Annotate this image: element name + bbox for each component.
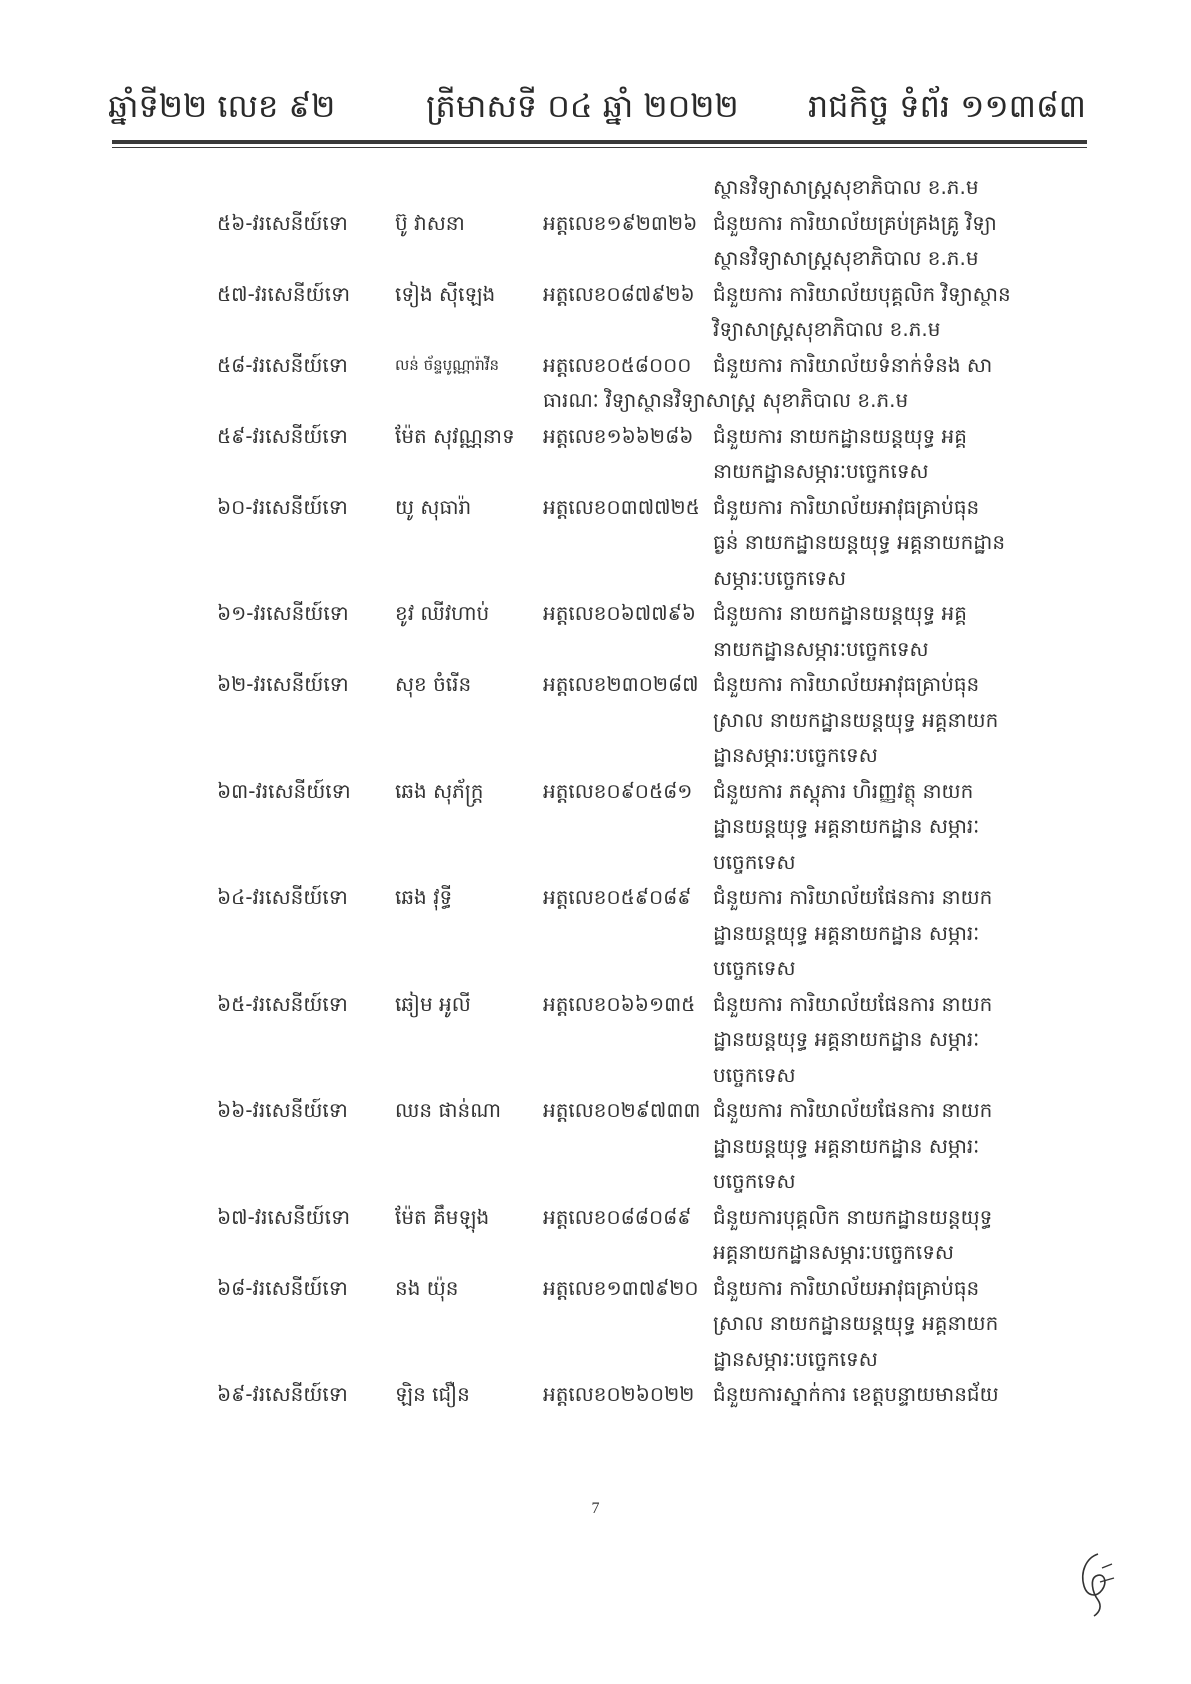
entry-continuation-line [0, 383, 1191, 419]
position-continuation: ដ្ឋានយន្តយុទ្ធ អគ្គនាយកដ្ឋាន សម្ភារៈ [713, 920, 980, 945]
entry-continuation-line [0, 454, 1191, 490]
officer-position: ជំនួយការ នាយកដ្ឋានយន្តយុទ្ធ អគ្គ [713, 423, 967, 448]
officer-name: ឆេង វុទ្ធី [395, 885, 453, 909]
entry-continuation-line [0, 1306, 1191, 1342]
officer-position: ជំនួយការ ការិយាល័យអាវុធគ្រាប់ធុន [713, 494, 980, 519]
position-continuation: ធារណៈ វិទ្យាស្ថានវិទ្យាសាស្ត្រ សុខាភិបាល ខ.ភ.ម [543, 388, 909, 412]
entry-continuation-line [0, 1058, 1191, 1094]
officer-id-number: អត្តលេខ០៩០៥៨១ [543, 778, 693, 803]
position-continuation: ស្ថានវិទ្យាសាស្ត្រសុខាភិបាល ខ.ភ.ម [713, 246, 979, 270]
officer-rank: ៦០-វរសេនីយ៍ទោ [217, 494, 348, 519]
officer-position: ជំនួយការ ការិយាល័យផែនការ នាយក [713, 991, 993, 1016]
header-quarter: ត្រីមាសទី ០៤ ឆ្នាំ ២០២២ [426, 87, 739, 125]
position-continuation: ធ្ងន់ នាយកដ្ឋានយន្តយុទ្ធ អគ្គនាយកដ្ឋាន [713, 530, 1006, 554]
officer-rank: ៦៨-វរសេនីយ៍ទោ [217, 1275, 348, 1300]
entry-continuation-line [0, 916, 1191, 952]
signature-mark [1072, 1548, 1118, 1620]
officer-position: ជំនួយការបុគ្គលិក នាយកដ្ឋានយន្តយុទ្ធ [713, 1204, 993, 1229]
entry-continuation-line [0, 1164, 1191, 1200]
page-number: 7 [591, 1500, 600, 1517]
officer-name: សុខ ចំរើន [395, 672, 472, 696]
position-continuation: ដ្ឋានសម្ភារៈបច្ចេកទេស [713, 743, 878, 767]
entry-continuation-line [0, 738, 1191, 774]
officer-rank: ៦៣-វរសេនីយ៍ទោ [217, 778, 351, 803]
entry-continuation-line [0, 525, 1191, 561]
officer-rank: ៥៦-វរសេនីយ៍ទោ [217, 210, 348, 235]
entry-continuation-line [0, 1235, 1191, 1271]
officer-entry [0, 1200, 1191, 1236]
officer-entry [0, 880, 1191, 916]
officer-id-number: អត្តលេខ១៩២៣២៦ [543, 210, 698, 235]
officer-id-number: អត្តលេខ០៨៧៩២៦ [543, 281, 695, 306]
officer-name: ម៉ែត សុវណ្ណនាទ [395, 423, 515, 448]
officer-rank: ៦២-វរសេនីយ៍ទោ [217, 672, 349, 696]
position-continuation: ស្រាល នាយកដ្ឋានយន្តយុទ្ធ អគ្គនាយក [713, 1311, 999, 1335]
officer-rank: ៦៧-វរសេនីយ៍ទោ [217, 1204, 350, 1229]
entry-continuation-line [0, 1022, 1191, 1058]
position-continuation: បច្ចេកទេស [713, 956, 796, 980]
officer-rank: ៥៩-វរសេនីយ៍ទោ [217, 423, 348, 448]
entry-continuation-line [0, 241, 1191, 277]
officer-rank: ៦៩-វរសេនីយ៍ទោ [217, 1382, 348, 1406]
position-continuation: ដ្ឋានយន្តយុទ្ធ អគ្គនាយកដ្ឋាន សម្ភារៈ [713, 1027, 980, 1051]
officer-name: ខូវ ឈីវហាប់ [395, 601, 490, 625]
officer-entry [0, 348, 1191, 384]
officer-position: ជំនួយការ ការិយាល័យទំនាក់ទំនង សា [713, 352, 993, 377]
officer-entry [0, 1093, 1191, 1129]
position-continuation: បច្ចេកទេស [713, 849, 796, 874]
officer-id-number: អត្តលេខ១៦៦២៨៦ [543, 423, 694, 448]
position-continuation: ស្រាល នាយកដ្ឋានយន្តយុទ្ធ អគ្គនាយក [713, 707, 999, 732]
officer-entry [0, 277, 1191, 313]
officer-name: ទៀង ស៊ីឡេង [395, 281, 496, 306]
officer-id-number: អត្តលេខ០២៦០២២ [543, 1382, 695, 1406]
officer-entry [0, 667, 1191, 703]
officer-entry [0, 987, 1191, 1023]
officer-name: ឡិន ជឿន [395, 1382, 470, 1406]
entry-continuation-line [0, 1129, 1191, 1165]
officer-name: លន់ ច័ន្ទបូណ្ណារ៉ាវីន [395, 355, 500, 374]
officer-position: ជំនួយការ ការិយាល័យផែនការ នាយក [713, 1098, 993, 1122]
position-continuation: បច្ចេកទេស [713, 1169, 796, 1193]
officer-position: ជំនួយការ ការិយាល័យអាវុធគ្រាប់ធុន [713, 1275, 980, 1300]
officer-id-number: អត្តលេខ២៣០២៨៧ [543, 672, 699, 696]
officer-id-number: អត្តលេខ០៨៨០៨៩ [543, 1204, 692, 1229]
officer-id-number: អត្តលេខ០២៩៧៣៣ [543, 1098, 701, 1122]
position-continuation: ដ្ឋានយន្តយុទ្ធ អគ្គនាយកដ្ឋាន សម្ភារៈ [713, 1133, 980, 1158]
officer-name: នង យ៉ុន [395, 1275, 459, 1300]
officer-name: យូ សុធារ៉ា [395, 494, 472, 519]
officer-position: ជំនួយការ ការិយាល័យបុគ្គលិក វិទ្យាស្ថាន [713, 281, 1011, 306]
entry-continuation-line [0, 703, 1191, 739]
header-rule-thick [112, 140, 1087, 144]
officer-rank: ៦៦-វរសេនីយ៍ទោ [217, 1098, 348, 1122]
header-issue: ឆ្នាំទី២២ លេខ ៩២ [108, 87, 336, 125]
officer-position: ជំនួយការ នាយកដ្ឋានយន្តយុទ្ធ អគ្គ [713, 601, 967, 625]
entry-continuation-line [0, 561, 1191, 597]
position-continuation: សម្ភារៈបច្ចេកទេស [713, 565, 847, 590]
officer-id-number: អត្តលេខ០៦៦១៣៥ [543, 991, 696, 1016]
page-header [108, 86, 1086, 142]
position-continuation: ដ្ឋានយន្តយុទ្ធ អគ្គនាយកដ្ឋាន សម្ភារៈ [713, 814, 980, 838]
officer-rank: ៦៤-វរសេនីយ៍ទោ [217, 885, 348, 909]
position-continuation: ស្ថានវិទ្យាសាស្ត្រសុខាភិបាល ខ.ភ.ម [713, 175, 979, 199]
officer-name: ម៉ែត គឹមឡុង [395, 1204, 490, 1229]
officer-name: ឆេង សុភ័ក្ត្រ [395, 778, 484, 803]
entry-continuation-line [0, 951, 1191, 987]
officer-id-number: អត្តលេខ០៦៧៧៩៦ [543, 601, 696, 625]
officer-rank: ៥៧-វរសេនីយ៍ទោ [217, 281, 350, 306]
officer-entry [0, 206, 1191, 242]
header-gazette-page: រាជកិច្ច ទំព័រ ១១៣៨៣ [807, 87, 1086, 125]
officer-id-number: អត្តលេខ០៥៩០៨៩ [543, 885, 692, 909]
officer-rank: ៦១-វរសេនីយ៍ទោ [217, 601, 349, 625]
officer-rank: ៥៨-វរសេនីយ៍ទោ [217, 352, 348, 377]
officer-id-number: អត្តលេខ០៣៧៧២៥ [543, 494, 700, 519]
entry-continuation-line [0, 845, 1191, 881]
officer-id-number: អត្តលេខ១៣៧៩២០ [543, 1275, 699, 1300]
position-continuation: បច្ចេកទេស [713, 1062, 796, 1087]
entry-continuation-line [0, 1342, 1191, 1378]
officer-entry [0, 774, 1191, 810]
officer-position: ជំនួយការ ការិយាល័យផែនការ នាយក [713, 885, 993, 909]
officer-position: ជំនួយការ ភស្តុភារ ហិរញ្ញវត្ថុ នាយក [713, 778, 974, 803]
officer-id-number: អត្តលេខ០៥៨០០០ [543, 352, 692, 377]
position-continuation: នាយកដ្ឋានសម្ភារៈបច្ចេកទេស [713, 459, 929, 483]
officer-list [0, 170, 1191, 1413]
officer-entry [0, 1271, 1191, 1307]
position-continuation: នាយកដ្ឋានសម្ភារៈបច្ចេកទេស [713, 636, 929, 661]
entry-continuation-line [0, 632, 1191, 668]
position-continuation: អគ្គនាយកដ្ឋានសម្ភារៈបច្ចេកទេស [713, 1240, 954, 1264]
officer-position: ជំនួយការ ការិយាល័យអាវុធគ្រាប់ធុន [713, 672, 980, 696]
entry-continuation-line [0, 170, 1191, 206]
entry-continuation-line [0, 809, 1191, 845]
header-rule-thin [112, 147, 1087, 148]
position-continuation: ដ្ឋានសម្ភារៈបច្ចេកទេស [713, 1346, 878, 1371]
officer-name: ឆៀម អូលី [395, 991, 471, 1016]
entry-continuation-line [0, 312, 1191, 348]
officer-position: ជំនួយការ ការិយាល័យគ្រប់គ្រងគ្រូ វិទ្យា [713, 210, 997, 235]
officer-rank: ៦៥-វរសេនីយ៍ទោ [217, 991, 348, 1016]
position-continuation: វិទ្យាសាស្ត្រសុខាភិបាល ខ.ភ.ម [713, 317, 941, 341]
officer-name: ឈន ផាន់ណា [395, 1098, 501, 1122]
officer-entry [0, 490, 1191, 526]
officer-position: ជំនួយការស្នាក់ការ ខេត្តបន្ទាយមានជ័យ [713, 1382, 999, 1406]
officer-name: ប៊ូ វាសនា [395, 210, 465, 235]
officer-entry [0, 1377, 1191, 1413]
officer-entry [0, 596, 1191, 632]
officer-entry [0, 419, 1191, 455]
